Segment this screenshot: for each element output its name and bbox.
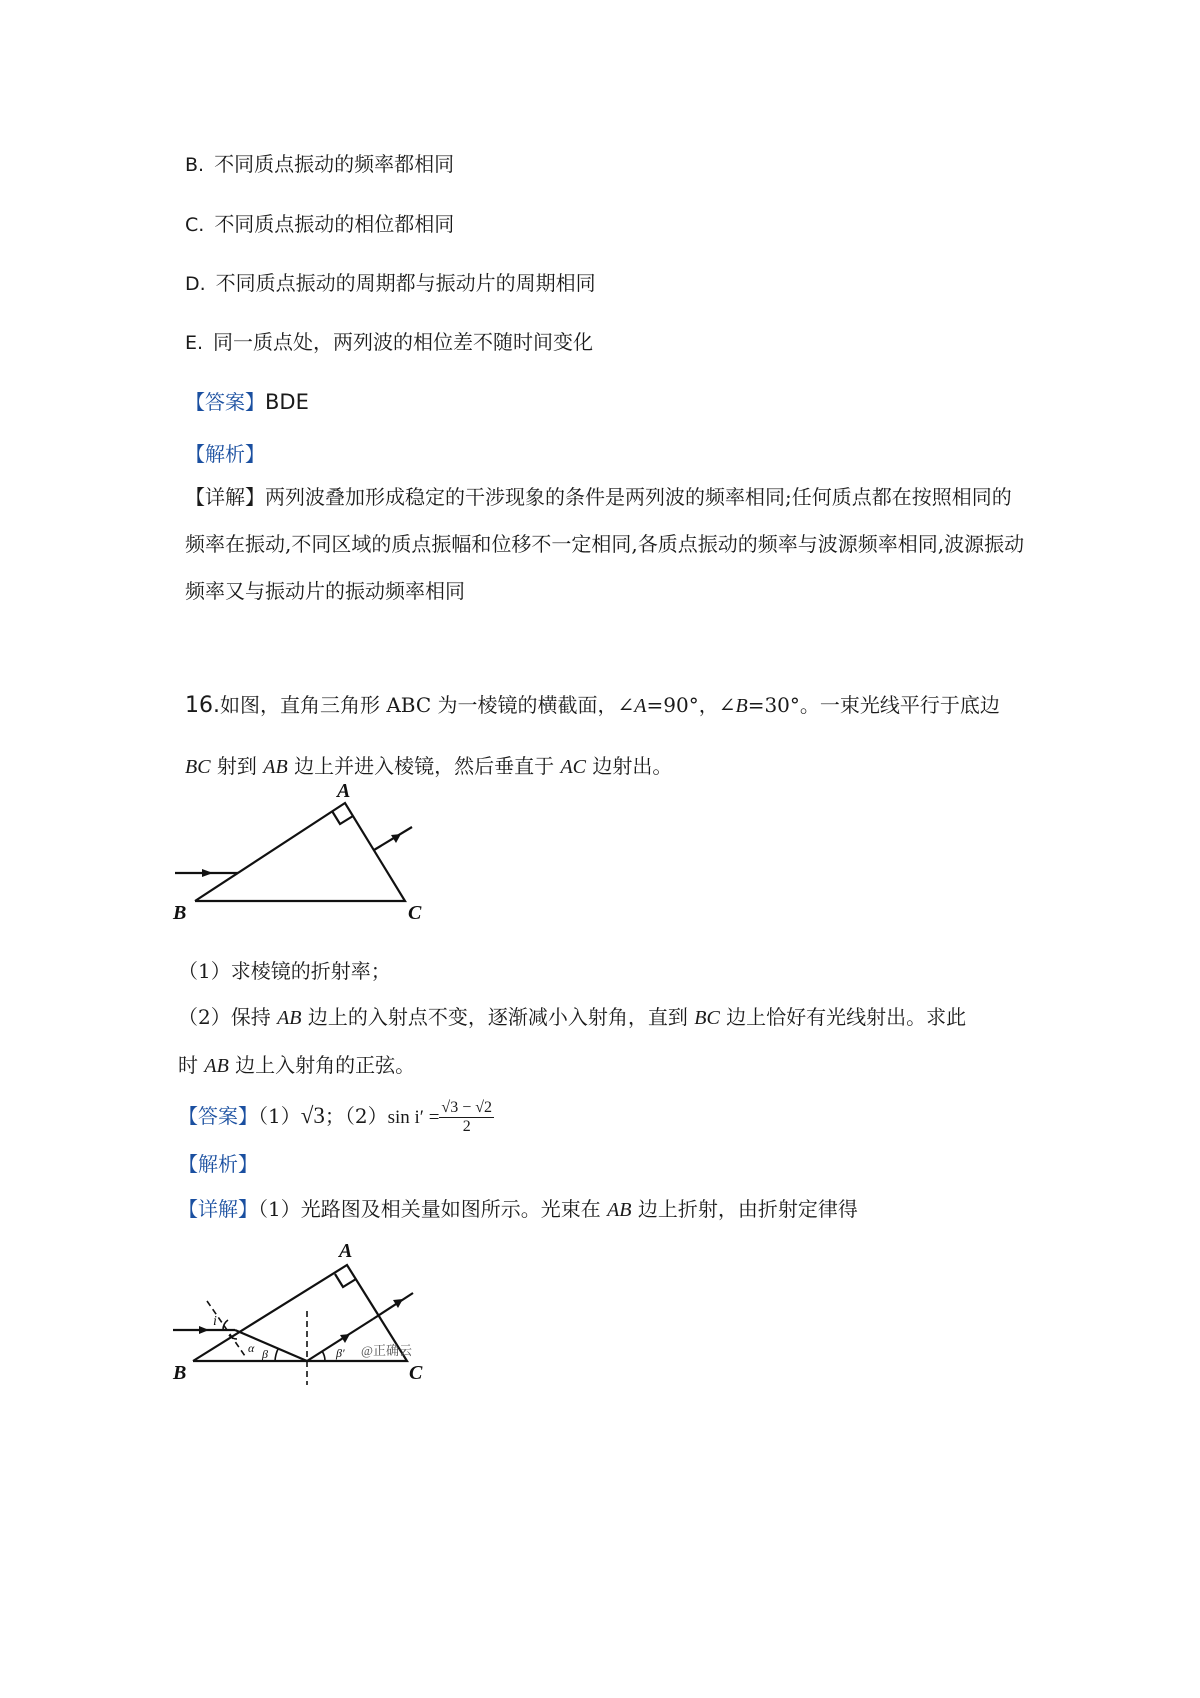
watermark: @正确云 — [361, 1343, 412, 1358]
vertex-c-label: C — [408, 902, 422, 924]
side-bc: BC — [185, 756, 211, 778]
side-bc: BC — [694, 1007, 720, 1029]
detail-label: 【详解】 — [185, 485, 265, 509]
option-e — [185, 328, 593, 357]
option-text: 不同质点振动的频率都相同 — [214, 152, 455, 176]
angle-beta-label: β — [262, 1347, 268, 1361]
answer-label: 【答案】 — [178, 1104, 258, 1128]
answer-separator: ； — [324, 1104, 345, 1128]
answer-part-prefix: （1） — [258, 1104, 301, 1128]
part2-text: 时 — [178, 1053, 205, 1077]
vertex-a-label: A — [337, 780, 351, 802]
angle-b: B — [735, 695, 748, 717]
angle-a: A — [634, 695, 647, 717]
detail-text: 边上折射，由折射定律得 — [631, 1197, 858, 1221]
q16-part1 — [178, 957, 391, 985]
part2-text: 边上的入射点不变，逐渐减小入射角，直到 — [301, 1005, 695, 1029]
option-d — [185, 269, 596, 298]
part2-text: 边上入射角的正弦。 — [228, 1053, 416, 1077]
side-ab: AB — [607, 1199, 632, 1221]
angle-i-label: i — [213, 1314, 217, 1329]
q16-detail — [178, 1195, 858, 1224]
stem-text: 如图，直角三角形 ABC 为一棱镜的横截面，∠ — [220, 693, 635, 717]
vertex-a-label: A — [339, 1240, 353, 1262]
option-text: 不同质点振动的相位都相同 — [214, 212, 455, 236]
q16-answer — [178, 1096, 494, 1138]
q15-detail — [185, 474, 1025, 615]
exit-ray — [373, 1293, 413, 1319]
option-c — [185, 210, 454, 239]
answer-value: BDE — [265, 390, 309, 414]
part2-text: 边上恰好有光线射出。求此 — [719, 1005, 967, 1029]
exit-ray — [374, 827, 412, 850]
part1-text: （1）求棱镜的折射率； — [178, 959, 391, 983]
analysis-label: 【解析】 — [178, 1152, 258, 1176]
side-ab: AB — [277, 1007, 302, 1029]
vertex-b-label: B — [173, 1362, 187, 1384]
stem-text: 射到 — [210, 754, 264, 778]
side-ab: AB — [263, 756, 288, 778]
detail-label: 【详解】 — [178, 1197, 258, 1221]
option-letter: C. — [185, 214, 205, 236]
stem-text: =90°，∠ — [646, 693, 736, 717]
detail-text: （1）光路图及相关量如图所示。光束在 — [258, 1197, 608, 1221]
side-ac: AC — [560, 756, 586, 778]
angle-beta-prime-arc — [322, 1351, 325, 1361]
option-letter: E. — [185, 332, 204, 354]
answer-part-prefix: （2） — [344, 1104, 388, 1128]
option-letter: D. — [185, 273, 206, 295]
angle-beta-arc — [275, 1349, 278, 1361]
q15-analysis — [185, 440, 265, 468]
incident-arrow-icon — [199, 1326, 209, 1334]
fraction-numerator: √3 − √2 — [441, 1099, 493, 1116]
vertex-c-label: C — [409, 1362, 423, 1384]
fraction-denominator: 2 — [462, 1118, 471, 1135]
answer-2-fraction — [439, 1099, 494, 1136]
incident-arrow-icon — [202, 869, 213, 877]
stem-text: 边射出。 — [586, 754, 673, 778]
detail-text: 两列波叠加形成稳定的干涉现象的条件是两列波的频率相同;任何质点都在按照相同的频率在振动,不同区域的质点振幅和位移不一定相同,各质点振动的频率与波源频率相同,波源振动频率又与振动片的振动频率相同 — [185, 485, 1025, 603]
angle-beta-prime-label: β′ — [336, 1346, 345, 1360]
option-text: 同一质点处，两列波的相位差不随时间变化 — [213, 330, 594, 354]
answer-label: 【答案】 — [185, 390, 265, 414]
analysis-label: 【解析】 — [185, 442, 265, 466]
q16-analysis — [178, 1150, 258, 1178]
q16-part2 — [178, 994, 1018, 1090]
q15-answer — [185, 388, 309, 416]
answer-1-value: √3 — [300, 1103, 325, 1128]
side-ab: AB — [204, 1055, 229, 1077]
option-letter: B. — [185, 154, 205, 176]
option-b — [185, 150, 454, 179]
part2-text: （2）保持 — [178, 1005, 278, 1029]
angle-alpha-label: α — [248, 1341, 255, 1355]
prism-figure-1 — [165, 775, 465, 935]
option-text: 不同质点振动的周期都与振动片的周期相同 — [215, 271, 596, 295]
question-number: 16. — [185, 693, 220, 718]
prism-outline — [195, 803, 405, 901]
answer-2-lhs: sin i′ = — [387, 1107, 440, 1128]
refracted-ray — [235, 1330, 307, 1361]
vertex-b-label: B — [173, 902, 187, 924]
stem-text: 边上并进入棱镜，然后垂直于 — [287, 754, 561, 778]
stem-text: =30°。一束光线平行于底边 — [747, 693, 1000, 717]
prism-figure-2 — [165, 1235, 465, 1395]
exit-arrow-icon — [393, 1299, 403, 1308]
